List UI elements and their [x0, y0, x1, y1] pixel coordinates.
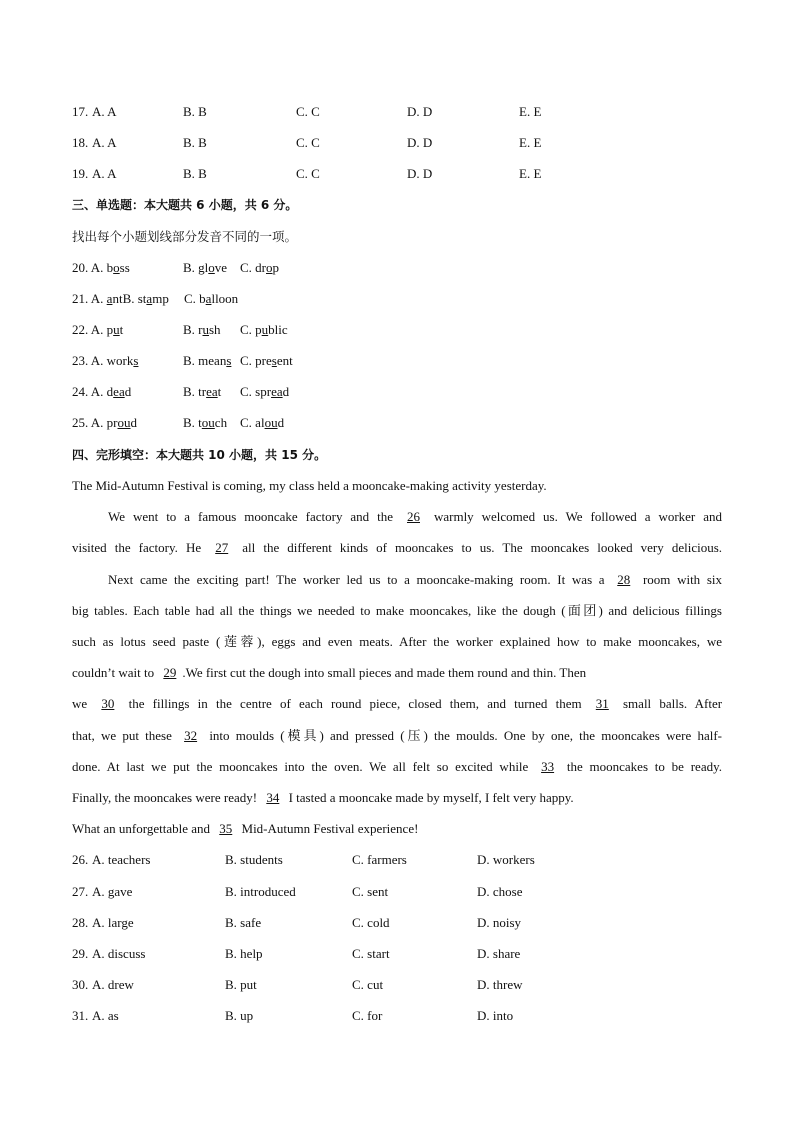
question-number: 30.	[72, 977, 89, 992]
option-a: A. discuss	[92, 946, 146, 961]
question-number: 17.	[72, 104, 89, 119]
option-e: E. E	[519, 104, 542, 119]
option-b: B. treat	[183, 384, 222, 399]
passage-line: The Mid-Autumn Festival is coming, my class held a mooncake-making activity yesterday.	[72, 478, 547, 493]
blank-28: 28	[617, 572, 631, 587]
option-a: A. as	[92, 1008, 119, 1023]
passage-line: that, we put these 32 into moulds (模具) and pressed (压) the moulds. One by one, the mooncakes were half-	[72, 728, 722, 743]
option-e: E. E	[519, 166, 542, 181]
option-b: B. glove	[183, 260, 228, 275]
option-b: B. safe	[225, 915, 262, 930]
option-a: 21. A. antB. stamp	[72, 291, 169, 306]
option-b: B. B	[183, 166, 207, 181]
option-c: C. spread	[240, 384, 290, 399]
option-b: B. students	[225, 852, 283, 867]
option-a: 25. A. proud	[72, 415, 138, 430]
blank-27: 27	[215, 540, 229, 555]
passage-line: Next came the exciting part! The worker led us to a mooncake-making room. It was a 28 room with six	[108, 572, 723, 587]
passage-line: done. At last we put the mooncakes into the oven. We all felt so excited while 33 the mooncakes to be ready.	[72, 759, 722, 774]
option-b: B. help	[225, 946, 263, 961]
option-d: D. chose	[477, 884, 523, 899]
option-c: C. cold	[352, 915, 390, 930]
question-number: 19.	[72, 166, 89, 181]
question-number: 28.	[72, 915, 89, 930]
option-a: A. A	[92, 135, 117, 150]
option-a: A. large	[92, 915, 134, 930]
option-d: D. D	[407, 135, 433, 150]
option-b: B. up	[225, 1008, 254, 1023]
option-c: C. present	[240, 353, 293, 368]
option-a: 22. A. put	[72, 322, 124, 337]
option-d: D. into	[477, 1008, 514, 1023]
option-c: C. C	[296, 104, 320, 119]
option-a: 24. A. dead	[72, 384, 132, 399]
question-number: 29.	[72, 946, 89, 961]
option-d: D. D	[407, 166, 433, 181]
option-a: 20. A. boss	[72, 260, 130, 275]
section-heading-4: 四、完形填空：本大题共 10 小题，共 15 分。	[72, 448, 327, 462]
option-b: B. means	[183, 353, 232, 368]
option-c: C. for	[352, 1008, 383, 1023]
blank-32: 32	[184, 728, 198, 743]
option-b: B. touch	[183, 415, 228, 430]
option-c: C. farmers	[352, 852, 407, 867]
option-a: A. gave	[92, 884, 133, 899]
passage-line: What an unforgettable and 35 Mid-Autumn Festival experience!	[72, 821, 419, 836]
option-b: B. put	[225, 977, 257, 992]
blank-33: 33	[541, 759, 555, 774]
passage-line: visited the factory. He 27 all the different kinds of mooncakes to us. The mooncakes looked very delicious.	[72, 540, 723, 555]
option-c: C. sent	[352, 884, 389, 899]
question-number: 26.	[72, 852, 89, 867]
blank-31: 31	[595, 696, 609, 711]
option-c: C. C	[296, 166, 320, 181]
passage-line: such as lotus seed paste (莲蓉), eggs and even meats. After the worker explained how to make mooncakes, we	[72, 634, 722, 649]
option-a: A. teachers	[92, 852, 151, 867]
option-d: D. threw	[477, 977, 523, 992]
option-b: B. B	[183, 104, 207, 119]
section-instruction: 找出每个小题划线部分发音不同的一项。	[72, 229, 298, 244]
option-d: D. D	[407, 104, 433, 119]
blank-35: 35	[219, 821, 233, 836]
question-number: 18.	[72, 135, 89, 150]
passage-line: we 30 the fillings in the centre of each round piece, closed them, and turned them 31 small balls. After	[72, 696, 723, 711]
option-b: B. rush	[183, 322, 221, 337]
question-number: 31.	[72, 1008, 89, 1023]
option-e: E. E	[519, 135, 542, 150]
option-c: C. start	[352, 946, 390, 961]
blank-30: 30	[101, 696, 115, 711]
option-c: C. C	[296, 135, 320, 150]
option-c: C. cut	[352, 977, 384, 992]
option-d: D. workers	[477, 852, 535, 867]
option-a: A. A	[92, 104, 117, 119]
option-a: A. A	[92, 166, 117, 181]
option-b: B. B	[183, 135, 207, 150]
option-c: C. drop	[240, 260, 279, 275]
section-heading-3: 三、单选题：本大题共 6 小题，共 6 分。	[72, 198, 298, 212]
passage-line: We went to a famous mooncake factory and the 26 warmly welcomed us. We followed a worker and	[108, 509, 722, 524]
option-a: 23. A. works	[72, 353, 139, 368]
option-c: C. public	[240, 322, 288, 337]
passage-line: Finally, the mooncakes were ready! 34 I tasted a mooncake made by myself, I felt very happy.	[72, 790, 574, 805]
option-b: B. introduced	[225, 884, 296, 899]
option-a: A. drew	[92, 977, 134, 992]
question-number: 27.	[72, 884, 89, 899]
option-c: C. aloud	[240, 415, 285, 430]
passage-line: big tables. Each table had all the things we needed to make mooncakes, like the dough (面团) and delicious fillings	[72, 603, 722, 618]
blank-29: 29	[163, 665, 177, 680]
option-d: D. share	[477, 946, 521, 961]
passage-line: couldn’t wait to 29 .We first cut the dough into small pieces and made them round and thin. Then	[72, 665, 587, 680]
option-c: C. balloon	[184, 291, 239, 306]
option-d: D. noisy	[477, 915, 522, 930]
blank-26: 26	[407, 509, 420, 524]
blank-34: 34	[266, 790, 280, 805]
